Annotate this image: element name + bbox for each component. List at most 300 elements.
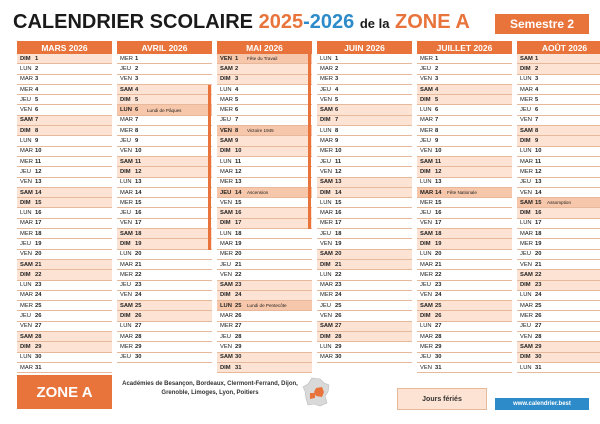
- day-name: SAM: [520, 343, 533, 350]
- day-name: DIM: [20, 127, 31, 134]
- day-name: DIM: [520, 65, 531, 72]
- day-row: [117, 219, 212, 229]
- day-row: [117, 188, 212, 198]
- day-name: DIM: [220, 76, 231, 83]
- day-name: VEN: [220, 199, 232, 206]
- day-row: [317, 157, 412, 167]
- holiday-label: Ascension: [247, 190, 269, 195]
- day-number: 28: [535, 333, 542, 340]
- day-name: VEN: [420, 76, 432, 83]
- semestre-badge: Semestre 2: [495, 14, 589, 34]
- day-row: [117, 136, 212, 146]
- day-row: [317, 75, 412, 85]
- day-row: [17, 311, 112, 321]
- month-column: [517, 41, 600, 373]
- day-number: 11: [135, 158, 142, 165]
- day-name: MER: [520, 240, 533, 247]
- day-row: [217, 95, 312, 105]
- day-number: 16: [535, 210, 542, 217]
- website-link[interactable]: www.calendrier.best: [495, 398, 589, 410]
- day-number: 8: [335, 127, 339, 134]
- day-name: JEU: [20, 96, 31, 103]
- day-name: VEN: [320, 168, 332, 175]
- day-number: 12: [135, 168, 142, 175]
- day-number: 15: [235, 199, 242, 206]
- day-number: 1: [335, 55, 339, 62]
- empty-row: [317, 363, 412, 373]
- day-row: [517, 136, 600, 146]
- day-number: 20: [335, 251, 342, 258]
- day-number: 27: [235, 323, 242, 330]
- day-number: 2: [35, 65, 39, 72]
- day-number: 11: [435, 158, 442, 165]
- day-row: [17, 332, 112, 342]
- day-number: 3: [35, 76, 39, 83]
- day-number: 3: [435, 76, 439, 83]
- day-row: [517, 332, 600, 342]
- day-row: [317, 250, 412, 260]
- day-name: SAM: [520, 55, 533, 62]
- day-row: [217, 332, 312, 342]
- day-name: LUN: [20, 354, 32, 361]
- day-row: [317, 260, 412, 270]
- day-number: 16: [435, 210, 442, 217]
- day-number: 10: [135, 148, 142, 155]
- day-row: [317, 136, 412, 146]
- day-number: 17: [535, 220, 542, 227]
- day-number: 25: [35, 302, 42, 309]
- day-name: SAM: [520, 127, 533, 134]
- day-row: [417, 342, 512, 352]
- day-row: [517, 95, 600, 105]
- day-number: 25: [435, 302, 442, 309]
- day-row: [417, 311, 512, 321]
- day-number: 4: [135, 86, 139, 93]
- day-name: SAM: [120, 230, 133, 237]
- day-number: 2: [235, 65, 239, 72]
- day-number: 23: [35, 282, 42, 289]
- day-name: MAR: [320, 65, 333, 72]
- day-row: [117, 301, 212, 311]
- day-name: MER: [520, 168, 533, 175]
- day-number: 3: [335, 76, 339, 83]
- day-row: [217, 229, 312, 239]
- day-name: DIM: [320, 189, 331, 196]
- day-number: 23: [235, 282, 242, 289]
- day-name: MAR: [420, 333, 433, 340]
- day-row: [517, 178, 600, 188]
- day-name: VEN: [320, 313, 332, 320]
- day-name: LUN: [520, 148, 532, 155]
- day-number: 18: [235, 230, 242, 237]
- day-number: 17: [35, 220, 42, 227]
- day-number: 7: [35, 117, 39, 124]
- day-row: [517, 64, 600, 74]
- day-name: DIM: [20, 55, 31, 62]
- day-name: SAM: [120, 158, 133, 165]
- day-name: LUN: [120, 323, 132, 330]
- day-number: 1: [35, 55, 39, 62]
- day-name: VEN: [520, 261, 532, 268]
- day-number: 7: [135, 117, 139, 124]
- day-number: 8: [35, 127, 39, 134]
- day-row: [517, 291, 600, 301]
- day-name: SAM: [220, 282, 233, 289]
- day-name: VEN: [20, 107, 32, 114]
- day-number: 21: [535, 261, 542, 268]
- day-row: [317, 281, 412, 291]
- day-row: [17, 301, 112, 311]
- day-row: [217, 75, 312, 85]
- month-header: AOÛT 2026: [517, 41, 600, 54]
- month-header: MAI 2026: [217, 41, 312, 54]
- day-number: 9: [35, 138, 39, 145]
- day-row: [117, 64, 212, 74]
- day-name: SAM: [420, 158, 433, 165]
- month-header: MARS 2026: [17, 41, 112, 54]
- day-number: 18: [535, 230, 542, 237]
- title-year-start: 2025: [258, 11, 304, 33]
- day-number: 6: [135, 107, 139, 114]
- day-row: [17, 342, 112, 352]
- day-number: 9: [235, 138, 239, 145]
- day-row: [317, 353, 412, 363]
- day-number: 26: [335, 313, 342, 320]
- day-number: 21: [135, 261, 142, 268]
- day-number: 22: [335, 271, 342, 278]
- day-number: 21: [35, 261, 42, 268]
- day-name: MER: [120, 199, 133, 206]
- day-name: MER: [220, 323, 233, 330]
- day-name: DIM: [220, 292, 231, 299]
- day-name: LUN: [420, 251, 432, 258]
- day-number: 25: [135, 302, 142, 309]
- day-name: JEU: [120, 65, 131, 72]
- day-name: VEN: [420, 292, 432, 299]
- day-row: [317, 116, 412, 126]
- day-row: [117, 85, 212, 95]
- day-name: SAM: [320, 179, 333, 186]
- day-number: 13: [135, 179, 142, 186]
- day-row: [17, 178, 112, 188]
- day-row: [317, 178, 412, 188]
- day-row: [317, 95, 412, 105]
- day-row: [217, 301, 312, 311]
- day-row: [217, 260, 312, 270]
- day-row: [17, 239, 112, 249]
- day-row: [417, 136, 512, 146]
- day-number: 5: [335, 96, 339, 103]
- day-row: [17, 260, 112, 270]
- day-name: DIM: [220, 148, 231, 155]
- day-number: 22: [535, 271, 542, 278]
- day-number: 4: [535, 86, 539, 93]
- day-number: 17: [335, 220, 342, 227]
- day-row: [517, 54, 600, 64]
- day-name: MAR: [120, 117, 133, 124]
- day-name: VEN: [420, 364, 432, 371]
- day-name: MAR: [320, 282, 333, 289]
- day-number: 11: [535, 158, 542, 165]
- day-row: [17, 147, 112, 157]
- day-name: DIM: [520, 210, 531, 217]
- day-row: [217, 208, 312, 218]
- day-name: LUN: [20, 210, 32, 217]
- day-row: [417, 363, 512, 373]
- day-row: [17, 167, 112, 177]
- day-name: VEN: [320, 240, 332, 247]
- day-row: [417, 178, 512, 188]
- day-name: LUN: [220, 302, 232, 309]
- day-number: 5: [435, 96, 439, 103]
- day-row: [317, 167, 412, 177]
- day-number: 29: [435, 343, 442, 350]
- day-number: 8: [435, 127, 439, 134]
- academies-line-2: Grenoble, Limoges, Lyon, Poitiers: [161, 390, 259, 396]
- day-name: MER: [220, 179, 233, 186]
- day-row: [317, 219, 412, 229]
- day-number: 5: [235, 96, 239, 103]
- month-column: [217, 41, 312, 373]
- day-name: LUN: [120, 179, 132, 186]
- day-name: VEN: [20, 179, 32, 186]
- day-name: LUN: [520, 292, 532, 299]
- day-row: [17, 64, 112, 74]
- day-number: 2: [335, 65, 339, 72]
- day-name: DIM: [120, 240, 131, 247]
- holiday-label: Lundi de Pâques: [147, 107, 182, 113]
- day-number: 4: [335, 86, 339, 93]
- day-row: [17, 157, 112, 167]
- day-name: LUN: [320, 271, 332, 278]
- day-number: 12: [535, 168, 542, 175]
- day-row: [217, 126, 312, 136]
- day-name: MER: [20, 302, 33, 309]
- day-number: 7: [435, 117, 439, 124]
- day-number: 21: [435, 261, 442, 268]
- day-name: JEU: [320, 86, 331, 93]
- day-number: 17: [435, 220, 442, 227]
- day-name: MAR: [420, 261, 433, 268]
- day-number: 10: [535, 148, 542, 155]
- title-zone: ZONE A: [395, 11, 470, 33]
- day-number: 10: [235, 148, 242, 155]
- day-name: SAM: [520, 199, 533, 206]
- month-header: JUIN 2026: [317, 41, 412, 54]
- day-name: VEN: [120, 220, 132, 227]
- day-row: [217, 363, 312, 373]
- day-name: MER: [320, 148, 333, 155]
- day-name: SAM: [420, 230, 433, 237]
- vacation-bar: [308, 54, 311, 229]
- day-row: [217, 105, 312, 115]
- day-number: 23: [535, 282, 542, 289]
- day-row: [17, 322, 112, 332]
- day-name: DIM: [320, 117, 331, 124]
- day-row: [17, 219, 112, 229]
- month-column: [117, 41, 212, 373]
- day-number: 31: [535, 364, 542, 371]
- day-name: SAM: [220, 138, 233, 145]
- holiday-label: Fête Nationale: [447, 190, 477, 195]
- day-row: [417, 229, 512, 239]
- day-name: JEU: [420, 354, 431, 361]
- day-row: [417, 270, 512, 280]
- day-row: [217, 291, 312, 301]
- day-row: [217, 147, 312, 157]
- day-number: 18: [35, 230, 42, 237]
- day-row: [17, 85, 112, 95]
- day-number: 2: [435, 65, 439, 72]
- day-number: 15: [35, 199, 42, 206]
- day-number: 19: [235, 240, 242, 247]
- day-number: 20: [535, 251, 542, 258]
- day-number: 17: [135, 220, 142, 227]
- day-name: JEU: [320, 158, 331, 165]
- day-row: [317, 54, 412, 64]
- day-row: [217, 239, 312, 249]
- day-number: 28: [135, 333, 142, 340]
- day-number: 22: [35, 271, 42, 278]
- day-row: [17, 75, 112, 85]
- day-row: [417, 198, 512, 208]
- day-name: SAM: [320, 107, 333, 114]
- day-name: JEU: [20, 168, 31, 175]
- day-name: LUN: [520, 220, 532, 227]
- day-number: 29: [35, 343, 42, 350]
- day-name: DIM: [120, 168, 131, 175]
- day-name: DIM: [20, 343, 31, 350]
- day-number: 19: [435, 240, 442, 247]
- day-row: [317, 147, 412, 157]
- day-row: [217, 342, 312, 352]
- day-row: [17, 198, 112, 208]
- day-number: 24: [35, 292, 42, 299]
- holiday-label: Fête du Travail: [247, 56, 278, 62]
- day-number: 2: [135, 65, 139, 72]
- day-number: 3: [135, 76, 139, 83]
- day-name: MER: [520, 96, 533, 103]
- day-name: MER: [320, 76, 333, 83]
- day-name: SAM: [120, 302, 133, 309]
- day-name: DIM: [420, 96, 431, 103]
- day-number: 6: [35, 107, 39, 114]
- day-name: MER: [420, 55, 433, 62]
- day-number: 15: [135, 199, 142, 206]
- day-number: 10: [435, 148, 442, 155]
- day-name: MER: [520, 313, 533, 320]
- day-row: [517, 105, 600, 115]
- day-number: 28: [335, 333, 342, 340]
- day-row: [317, 229, 412, 239]
- legend-jours-feries: Jours fériés: [397, 388, 487, 410]
- day-row: [417, 239, 512, 249]
- day-number: 13: [335, 179, 342, 186]
- day-row: [217, 167, 312, 177]
- day-row: [117, 229, 212, 239]
- day-row: [217, 250, 312, 260]
- day-number: 1: [235, 55, 239, 62]
- day-row: [17, 363, 112, 373]
- day-row: [517, 219, 600, 229]
- day-number: 26: [535, 313, 542, 320]
- day-number: 1: [435, 55, 439, 62]
- day-name: DIM: [520, 282, 531, 289]
- day-name: JEU: [120, 138, 131, 145]
- day-number: 4: [435, 86, 439, 93]
- day-number: 4: [35, 86, 39, 93]
- day-row: [117, 260, 212, 270]
- day-name: DIM: [220, 364, 231, 371]
- day-row: [117, 75, 212, 85]
- day-row: [517, 126, 600, 136]
- day-name: LUN: [20, 282, 32, 289]
- day-row: [517, 311, 600, 321]
- day-number: 22: [235, 271, 242, 278]
- day-row: [417, 301, 512, 311]
- day-name: SAM: [420, 86, 433, 93]
- day-number: 14: [535, 189, 542, 196]
- day-number: 18: [335, 230, 342, 237]
- day-number: 19: [35, 240, 42, 247]
- day-number: 28: [235, 333, 242, 340]
- day-number: 3: [235, 76, 239, 83]
- day-name: MAR: [220, 168, 233, 175]
- day-number: 18: [135, 230, 142, 237]
- day-number: 24: [335, 292, 342, 299]
- day-number: 13: [35, 179, 42, 186]
- day-name: DIM: [120, 313, 131, 320]
- day-row: [117, 311, 212, 321]
- day-number: 30: [435, 354, 442, 361]
- day-row: [117, 322, 212, 332]
- day-row: [217, 85, 312, 95]
- day-name: JEU: [420, 138, 431, 145]
- day-row: [17, 250, 112, 260]
- day-number: 1: [135, 55, 139, 62]
- day-number: 26: [35, 313, 42, 320]
- day-name: VEN: [220, 271, 232, 278]
- day-row: [217, 198, 312, 208]
- day-name: LUN: [320, 55, 332, 62]
- month-column: [417, 41, 512, 373]
- day-number: 9: [435, 138, 439, 145]
- day-row: [517, 301, 600, 311]
- day-row: [417, 208, 512, 218]
- day-number: 22: [135, 271, 142, 278]
- empty-row: [117, 363, 212, 373]
- day-number: 11: [335, 158, 342, 165]
- day-row: [117, 332, 212, 342]
- day-name: SAM: [20, 117, 33, 124]
- title-dash: -: [303, 11, 310, 33]
- day-row: [517, 188, 600, 198]
- day-number: 7: [535, 117, 539, 124]
- day-number: 10: [35, 148, 42, 155]
- day-number: 3: [535, 76, 539, 83]
- day-number: 13: [435, 179, 442, 186]
- day-name: DIM: [320, 261, 331, 268]
- day-row: [17, 95, 112, 105]
- day-row: [417, 188, 512, 198]
- day-name: SAM: [520, 271, 533, 278]
- day-name: VEN: [220, 127, 232, 134]
- day-name: DIM: [20, 271, 31, 278]
- day-name: JEU: [20, 313, 31, 320]
- day-number: 29: [535, 343, 542, 350]
- day-number: 26: [135, 313, 142, 320]
- day-name: MER: [420, 343, 433, 350]
